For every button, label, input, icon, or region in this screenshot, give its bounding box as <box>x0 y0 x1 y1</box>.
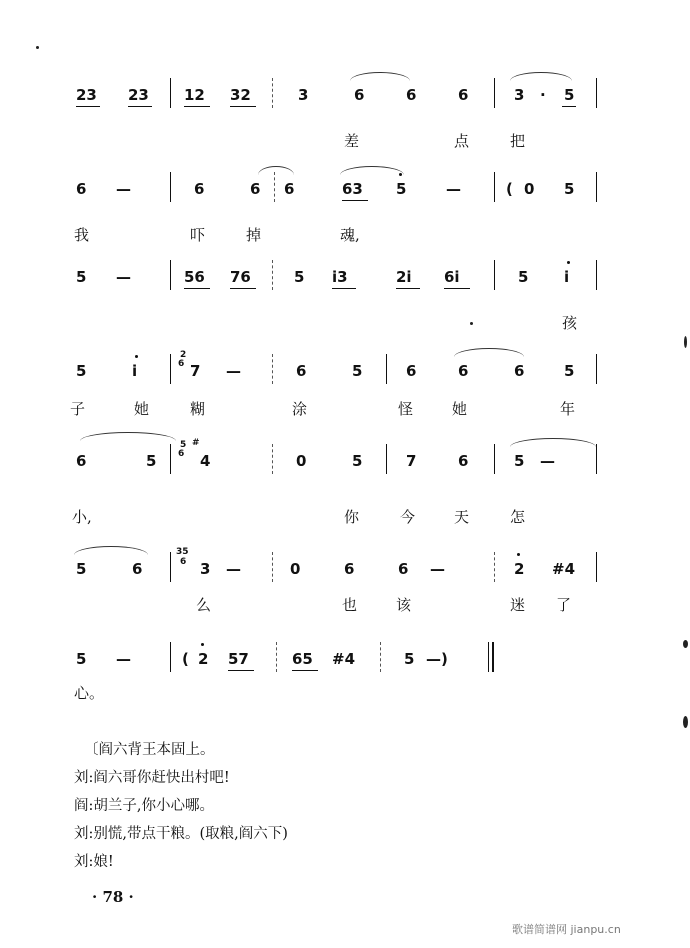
note: 5 <box>396 180 407 198</box>
note: i3 <box>332 268 348 286</box>
underline <box>184 106 210 107</box>
note: 7 <box>406 452 417 470</box>
barline <box>170 78 171 108</box>
note: 5 <box>146 452 157 470</box>
note: 0 <box>296 452 307 470</box>
underline <box>332 288 356 289</box>
scan-speck <box>470 322 473 325</box>
note: 6i <box>444 268 460 286</box>
lyric: 该 <box>396 596 412 614</box>
notation-row <box>70 268 610 294</box>
underline <box>76 106 100 107</box>
underline <box>230 288 256 289</box>
note: 65 <box>292 650 313 668</box>
note: 6 <box>284 180 295 198</box>
lyric-row <box>70 594 610 618</box>
note: 5 <box>518 268 529 286</box>
barline <box>494 552 495 582</box>
lyric: 她 <box>134 400 150 418</box>
note: 5 <box>564 362 575 380</box>
barline <box>494 444 495 474</box>
barline <box>272 354 273 384</box>
note: 6 <box>458 362 469 380</box>
note: 23 <box>128 86 149 104</box>
note: 5 <box>564 180 575 198</box>
scan-speck <box>684 336 687 348</box>
lyric: 怪 <box>398 400 414 418</box>
note: 6 <box>194 180 205 198</box>
underline <box>292 670 318 671</box>
note: 6 <box>250 180 261 198</box>
note: 57 <box>228 650 249 668</box>
note: — <box>116 180 131 198</box>
barline <box>170 172 171 202</box>
note: 4 <box>200 452 211 470</box>
underline <box>444 288 470 289</box>
grace-note: 2 <box>180 350 187 360</box>
note: 6 <box>344 560 355 578</box>
note: 5 <box>76 362 87 380</box>
note: 5 <box>76 268 87 286</box>
lyric-row <box>70 682 610 706</box>
note: · <box>540 86 546 104</box>
lyric-row <box>70 398 610 422</box>
lyric: 她 <box>452 400 468 418</box>
note: 5 <box>352 362 363 380</box>
grace-note: # <box>192 438 200 448</box>
lyric: 么 <box>196 596 212 614</box>
note: i <box>132 362 138 380</box>
scan-speck <box>683 640 688 648</box>
lyric: 把 <box>510 132 526 150</box>
octave-dot <box>135 355 138 358</box>
lyric: 今 <box>400 508 416 526</box>
note: 5 <box>76 650 87 668</box>
note: 3 <box>514 86 525 104</box>
barline <box>494 78 495 108</box>
note: 76 <box>230 268 251 286</box>
notation-row <box>70 650 610 676</box>
note: — <box>540 452 555 470</box>
lyric: 子 <box>70 400 86 418</box>
note: 63 <box>342 180 363 198</box>
barline <box>170 552 171 582</box>
barline <box>596 354 597 384</box>
lyric: 掉 <box>246 226 262 244</box>
note: 7 <box>190 362 201 380</box>
note: 6 <box>296 362 307 380</box>
barline <box>170 444 171 474</box>
grace-note: 5 <box>180 440 187 450</box>
underline <box>228 670 254 671</box>
grace-note: 6 <box>178 359 185 369</box>
stage-dialogue <box>74 738 594 878</box>
underline <box>184 288 210 289</box>
grace-note: 6 <box>180 557 187 567</box>
barline <box>170 642 171 672</box>
stage-direction: 〔阎六背王本固上。 <box>84 742 215 758</box>
note: ( <box>182 650 189 668</box>
barline <box>272 78 273 108</box>
note: i <box>564 268 570 286</box>
lyric: 天 <box>454 508 470 526</box>
grace-note: 6 <box>178 449 185 459</box>
note: 6 <box>76 452 87 470</box>
lyric: 孩 <box>562 314 578 332</box>
note: 5 <box>514 452 525 470</box>
page-number: · 78 · <box>92 888 134 906</box>
note: 5 <box>294 268 305 286</box>
note: 6 <box>398 560 409 578</box>
lyric: 魂, <box>340 226 360 244</box>
slur <box>350 72 410 81</box>
final-barline <box>488 642 494 672</box>
note: 6 <box>458 86 469 104</box>
note: 0 <box>290 560 301 578</box>
lyric-row <box>70 506 610 530</box>
note: #4 <box>332 650 356 668</box>
underline <box>396 288 420 289</box>
lyric: 也 <box>342 596 358 614</box>
lyric: 我 <box>74 226 90 244</box>
notation-row <box>70 180 610 206</box>
note: 23 <box>76 86 97 104</box>
barline <box>494 172 495 202</box>
note: 5 <box>404 650 415 668</box>
note: ( <box>506 180 513 198</box>
note: 32 <box>230 86 251 104</box>
notation-row <box>70 86 610 112</box>
barline <box>272 260 273 290</box>
lyric-row <box>70 312 610 336</box>
note: 6 <box>406 362 417 380</box>
note: 2 <box>514 560 525 578</box>
note: 0 <box>524 180 535 198</box>
note: 6 <box>458 452 469 470</box>
lyric: 涂 <box>292 400 308 418</box>
dialogue-line: 刘:别慌,带点干粮。(取粮,阎六下) <box>74 826 288 842</box>
lyric: 迷 <box>510 596 526 614</box>
barline <box>596 78 597 108</box>
lyric: 怎 <box>510 508 526 526</box>
note: 12 <box>184 86 205 104</box>
grace-note: 35 <box>176 547 189 557</box>
barline <box>276 642 277 672</box>
note: 3 <box>298 86 309 104</box>
barline <box>386 444 387 474</box>
notation-row <box>70 547 610 586</box>
note: — <box>226 560 241 578</box>
underline <box>128 106 152 107</box>
lyric-row <box>70 224 610 248</box>
note: 5 <box>352 452 363 470</box>
lyric: 心。 <box>74 684 105 702</box>
note: — <box>430 560 445 578</box>
barline <box>274 172 275 202</box>
lyric-row <box>70 130 610 154</box>
note: 2i <box>396 268 412 286</box>
barline <box>596 172 597 202</box>
lyric: 你 <box>344 508 360 526</box>
note: — <box>116 650 131 668</box>
underline <box>230 106 256 107</box>
barline <box>596 444 597 474</box>
note: 6 <box>354 86 365 104</box>
notation-row <box>70 438 610 478</box>
scan-speck <box>36 46 39 49</box>
dialogue-line: 刘:娘! <box>74 854 114 870</box>
note: 3 <box>200 560 211 578</box>
slur <box>510 72 572 81</box>
barline <box>380 642 381 672</box>
barline <box>386 354 387 384</box>
lyric: 年 <box>560 400 576 418</box>
lyric: 差 <box>344 132 360 150</box>
notation-row <box>70 350 610 388</box>
lyric: 糊 <box>190 400 206 418</box>
note: — <box>446 180 461 198</box>
barline <box>272 444 273 474</box>
note: 5 <box>564 86 575 104</box>
dialogue-line: 刘:阎六哥你赶快出村吧! <box>74 770 230 786</box>
dialogue-line: 阎:胡兰子,你小心哪。 <box>74 798 214 814</box>
octave-dot <box>567 261 570 264</box>
note: 56 <box>184 268 205 286</box>
octave-dot <box>399 173 402 176</box>
octave-dot <box>201 643 204 646</box>
barline <box>170 354 171 384</box>
note: — <box>116 268 131 286</box>
note: 5 <box>76 560 87 578</box>
scan-speck <box>683 716 688 728</box>
lyric: 点 <box>454 132 470 150</box>
lyric: 了 <box>556 596 572 614</box>
note: 6 <box>76 180 87 198</box>
barline <box>272 552 273 582</box>
watermark: 歌谱简谱网 jianpu.cn <box>512 923 621 936</box>
barline <box>170 260 171 290</box>
barline <box>596 552 597 582</box>
note: 2 <box>198 650 209 668</box>
note: 6 <box>406 86 417 104</box>
barline <box>494 260 495 290</box>
note: #4 <box>552 560 576 578</box>
note: — <box>226 362 241 380</box>
lyric: 小, <box>72 508 92 526</box>
lyric: 吓 <box>190 226 206 244</box>
underline <box>562 106 576 107</box>
note: —) <box>426 650 448 668</box>
note: 6 <box>132 560 143 578</box>
barline <box>596 260 597 290</box>
note: 6 <box>514 362 525 380</box>
octave-dot <box>517 553 520 556</box>
underline <box>342 200 368 201</box>
